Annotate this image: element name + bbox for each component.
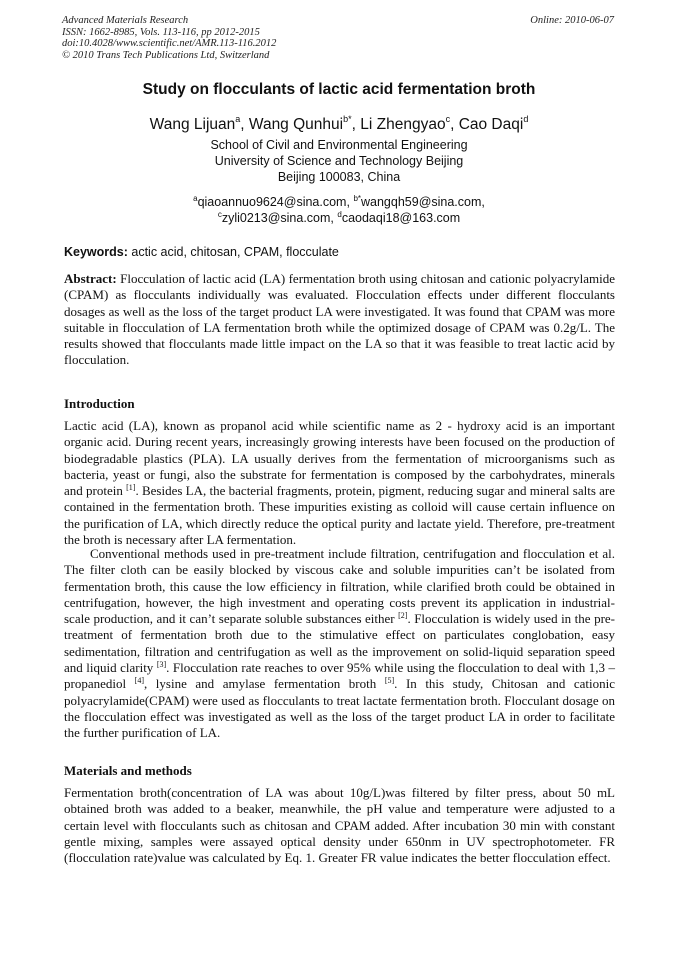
- copyright-line: © 2010 Trans Tech Publications Ltd, Switzerland: [62, 49, 270, 61]
- intro-text: . Flocculation is widely used in the pre-treatment of fermentation broth due to the stimulative effect on particulates conglobation, easy sedimentation, filtration and centrifugation as well as the improvement on solid-liquid separation speed and liquid clarity: [64, 611, 615, 676]
- online-date: Online: 2010-06-07: [530, 15, 614, 26]
- intro-text: Conventional methods used in pre-treatment include filtration, centrifugation and flocculation et al. The filter cloth can be easily blocked by viscous cake and soluble impurities can’t be isolated from fermentation broth, this cause the low efficiency in filtration, while clarified broth could be obtained in centrifugation, however, the high investment and operating costs prevent its application in industrial-scale production, and it can’t separate soluble substances either: [64, 546, 615, 627]
- email-sup: b*: [353, 194, 361, 203]
- intro-text: . Besides LA, the bacterial fragments, protein, pigment, reducing sugar and mineral salts are contained in the fermentation broth. These impurities existing as colloid will cause certain influence on the purification of LA, which directly reduce the optical purity and lactate yield. Therefore, pre-treatment the broth is necessary after LA fermentation.: [64, 483, 616, 548]
- journal-header: [62, 15, 276, 61]
- journal-name: Advanced Materials Research: [62, 15, 189, 26]
- citation-ref: [1]: [126, 483, 136, 493]
- email-sup: d: [337, 210, 342, 219]
- intro-text: , lysine and amylase fermentation broth: [143, 676, 385, 692]
- author-name: Wang Lijuan: [149, 116, 236, 133]
- affiliation-school: School of Civil and Environmental Engineering: [210, 138, 468, 152]
- paper-title: Study on flocculants of lactic acid fermentation broth: [142, 81, 536, 98]
- intro-text: . In this study, Chitosan and cationic polyacrylamide(CPAM) were used as flocculants to treat lactate fermentation broth. Flocculant dosage on the flocculation effect was investigated as well as the loss of the target product LA in order to facilitate the further purification of LA.: [64, 676, 616, 741]
- doi-line: doi:10.4028/www.scientific.net/AMR.113-116.2012: [62, 38, 277, 49]
- email-a: qiaoannuo9624@sina.com,: [197, 195, 350, 209]
- issn-line: ISSN: 1662-8985, Vols. 113-116, pp 2012-2015: [62, 26, 260, 38]
- citation-ref: [2]: [398, 611, 408, 621]
- author-name: Cao Daqi: [458, 116, 524, 133]
- email-d: caodaqi18@163.com: [341, 211, 461, 225]
- citation-ref: [4]: [134, 676, 144, 686]
- affiliation-city: Beijing 100083, China: [277, 170, 401, 184]
- intro-paragraph-2: [64, 546, 615, 742]
- email-sup: a: [193, 194, 198, 203]
- email-sup: c: [217, 210, 222, 219]
- author-name: Li Zhengyao: [360, 116, 446, 133]
- intro-text: Lactic acid (LA), known as propanol acid while scientific name as 2 - hydroxy acid is an important organic acid. During recent years, increasingly growing interests have been focused on the production of biodegradable plastics (PLA). LA usually derives from the fermentation of microorganisms such as bacteria, yeast or fungi, also the substrate for fermentation is composed by the carbohydrates, minerals and protein: [64, 418, 615, 499]
- intro-paragraph-1: [64, 418, 615, 548]
- keywords-label: Keywords:: [64, 245, 128, 259]
- abstract-label: Abstract:: [64, 271, 117, 286]
- abstract-text: Flocculation of lactic acid (LA) fermentation broth using chitosan and cationic polyacrylamide (CPAM) as flocculants individually was evaluated. Flocculation effects under different flocculants dosages as well as the loss of the target product LA were investigated. It was found that CPAM was more suitable in flocculation of LA fermentation broth while the optimized dosage of CPAM was 0.2g/L. The results showed that flocculants made little impact on the LA so that it was feasible to treat lactic acid by flocculation.: [64, 271, 615, 368]
- citation-ref: [3]: [156, 660, 167, 670]
- email-c: zyli0213@sina.com,: [221, 211, 334, 225]
- abstract: [64, 271, 615, 369]
- author-sup: b*: [343, 114, 352, 124]
- author-sup: c: [445, 114, 451, 124]
- author-sup: d: [523, 114, 529, 124]
- keywords-text: actic acid, chitosan, CPAM, flocculate: [127, 245, 339, 259]
- author-sup: a: [235, 114, 241, 124]
- email-line-2: [0, 211, 678, 225]
- section-heading-materials-methods: Materials and methods: [64, 763, 192, 778]
- keywords: [64, 245, 339, 259]
- affiliation-university: University of Science and Technology Beijing: [214, 154, 464, 168]
- methods-paragraph-1: Fermentation broth(concentration of LA was about 10g/L)was filtered by filter press, about 50 mL obtained broth was added to a beaker, meanwhile, the pH value and temperature were adjusted to a certain level with flocculants such as chitosan and CPAM added. After incubation 30 min with constant gentle mixing, samples were assayed optical density under 650nm in UV spectrophotometer. FR (flocculation rate)value was calculated by Eq. 1. Greater FR value indicates the better flocculation effect.: [64, 785, 615, 866]
- author-name: Wang Qunhui: [248, 116, 344, 133]
- email-b: wangqh59@sina.com,: [361, 195, 485, 209]
- intro-text: . Flocculation rate reaches to over 95% while using the flocculation to deal with 1,3 – propanediol: [64, 660, 616, 692]
- section-heading-introduction: Introduction: [64, 396, 135, 411]
- citation-ref: [5]: [384, 676, 395, 686]
- email-line-1: [0, 195, 678, 209]
- author-list: Wang Lijuan$^a$, Wang Qunhui$^{b*}$, Li Zhengyao$^c$, Cao Daqi$^d$: [149, 114, 529, 133]
